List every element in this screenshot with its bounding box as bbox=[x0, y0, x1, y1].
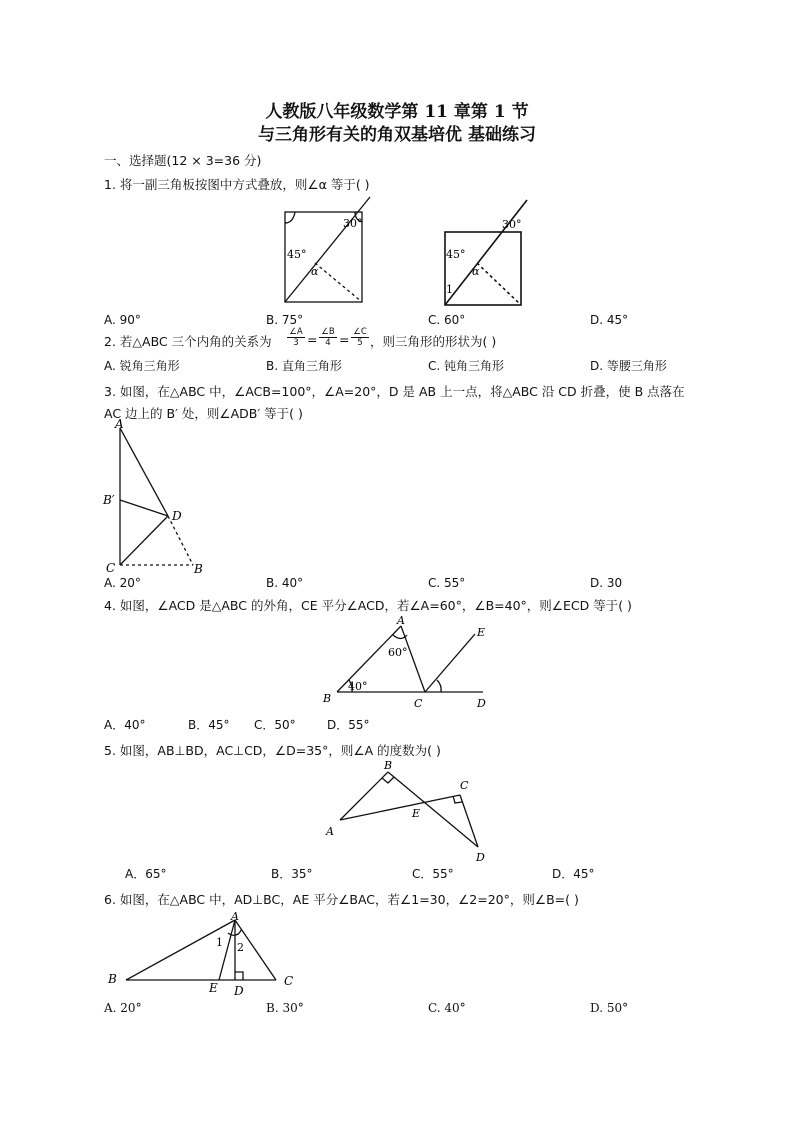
q3-label-D: D bbox=[172, 509, 182, 523]
q2-fraction-a bbox=[287, 327, 305, 348]
q1-label-45: 45° bbox=[287, 248, 307, 261]
q6-label-E: E bbox=[209, 981, 218, 995]
q3-label-B: B bbox=[194, 562, 203, 576]
q6-label-C: C bbox=[284, 974, 294, 988]
q6-angle-mark-2 bbox=[235, 930, 241, 935]
q4-label-B: B bbox=[323, 692, 332, 705]
page-title-line1: 人教版八年级数学第 11 章第 1 节 bbox=[265, 102, 529, 122]
q5-option-a[interactable]: A．65° bbox=[125, 867, 167, 881]
q1b-label-1: 1 bbox=[446, 283, 453, 296]
q6-right-angle-D bbox=[235, 972, 243, 980]
q4-label-C: C bbox=[414, 697, 423, 710]
q3-label-Bprime: B′ bbox=[103, 493, 115, 507]
q1-label-30: 30° bbox=[343, 217, 363, 230]
q5-right-angle-B bbox=[382, 777, 394, 783]
q3-label-A: A bbox=[115, 418, 124, 431]
q3-option-c[interactable]: C. 55° bbox=[428, 576, 466, 590]
q4-label-D: D bbox=[477, 697, 486, 710]
section-heading: 一、选择题(12 × 3=36 分) bbox=[104, 153, 262, 168]
q2-option-d[interactable]: D. 等腰三角形 bbox=[590, 359, 667, 373]
q4-option-a[interactable]: A．40° bbox=[104, 718, 146, 732]
q4-line-BA bbox=[337, 626, 401, 692]
q2-option-a[interactable]: A. 锐角三角形 bbox=[104, 359, 180, 373]
q2-equals-2: = bbox=[339, 332, 350, 347]
q6-stem: 6. 如图，在△ABC 中，AD⊥BC，AE 平分∠BAC，若∠1=30，∠2=20°，则∠B=( ) bbox=[104, 892, 579, 907]
q1-dashed-line bbox=[315, 263, 362, 302]
q2-stem-suffix: ，则三角形的形状为( ) bbox=[370, 334, 497, 349]
q5-label-A: A bbox=[326, 825, 334, 838]
q1-option-b[interactable]: B. 75° bbox=[266, 313, 304, 327]
q5-stem: 5. 如图，AB⊥BD，AC⊥CD，∠D=35°，则∠A 的度数为( ) bbox=[104, 743, 441, 758]
q4-label-E: E bbox=[477, 626, 486, 639]
q1-option-a[interactable]: A. 90° bbox=[104, 313, 141, 327]
q4-line-CE bbox=[425, 634, 475, 692]
q1-stem: 1. 将一副三角板按图中方式叠放，则∠α 等于( ) bbox=[104, 177, 370, 192]
q4-line-AC bbox=[401, 626, 425, 692]
q4-stem: 4. 如图，∠ACD 是△ABC 的外角，CE 平分∠ACD，若∠A=60°，∠B=40°，则∠ECD 等于( ) bbox=[104, 598, 632, 613]
q6-label-B: B bbox=[108, 972, 117, 986]
q1-label-alpha: α bbox=[311, 265, 319, 278]
q3-option-a[interactable]: A. 20° bbox=[104, 576, 141, 590]
q3-option-b[interactable]: B. 40° bbox=[266, 576, 304, 590]
q5-line-AB bbox=[340, 772, 388, 820]
q6-label-1: 1 bbox=[216, 936, 223, 949]
q3-label-C: C bbox=[106, 561, 116, 575]
q4-label-40: 40° bbox=[348, 680, 368, 693]
q1-figure-left bbox=[275, 195, 390, 310]
q2-fraction-c-den: 5 bbox=[351, 337, 369, 348]
q1b-label-alpha: α bbox=[472, 265, 480, 278]
q5-label-C: C bbox=[460, 779, 469, 792]
q2-fraction-b-den: 4 bbox=[319, 337, 337, 348]
q3-stem-line1: 3. 如图，在△ABC 中，∠ACB=100°，∠A=20°，D 是 AB 上一点，将△ABC 沿 CD 折叠，使 B 点落在 bbox=[104, 384, 685, 399]
q6-option-d[interactable]: D. 50° bbox=[590, 1001, 629, 1015]
q4-option-b[interactable]: B．45° bbox=[188, 718, 230, 732]
q2-stem-prefix: 2. 若△ABC 三个内角的关系为 bbox=[104, 334, 272, 349]
q3-stem-line2: AC 边上的 B′ 处，则∠ADB′ 等于( ) bbox=[104, 406, 303, 421]
q6-figure bbox=[104, 908, 304, 998]
q1b-label-30: 30° bbox=[502, 218, 522, 231]
q1-angle-mark-45 bbox=[285, 212, 295, 223]
q5-label-D: D bbox=[476, 851, 485, 864]
q6-label-D: D bbox=[234, 984, 244, 998]
q6-option-a[interactable]: A. 20° bbox=[104, 1001, 142, 1015]
q2-fraction-b-num: ∠B bbox=[321, 327, 335, 337]
q3-dashed-DB bbox=[168, 516, 193, 565]
q1b-dashed-line bbox=[477, 263, 521, 305]
q6-label-A: A bbox=[231, 910, 239, 923]
q4-angle-mark-C bbox=[437, 680, 441, 692]
q3-option-d[interactable]: D. 30 bbox=[590, 576, 623, 590]
q2-option-b[interactable]: B. 直角三角形 bbox=[266, 359, 342, 373]
q4-figure bbox=[315, 612, 500, 712]
q4-option-c[interactable]: C．50° bbox=[254, 718, 296, 732]
q1-option-c[interactable]: C. 60° bbox=[428, 313, 466, 327]
q2-fraction-a-den: 3 bbox=[287, 337, 305, 348]
q1b-label-45: 45° bbox=[446, 248, 466, 261]
q4-option-d[interactable]: D．55° bbox=[327, 718, 370, 732]
q6-line-AE bbox=[219, 920, 235, 980]
q1-figure-right bbox=[437, 195, 532, 310]
q6-option-b[interactable]: B. 30° bbox=[266, 1001, 304, 1015]
q6-label-2: 2 bbox=[237, 941, 244, 954]
q4-label-A: A bbox=[397, 614, 405, 627]
q6-line-BA bbox=[126, 920, 235, 980]
q5-label-B: B bbox=[384, 759, 393, 772]
q5-option-d[interactable]: D．45° bbox=[552, 867, 595, 881]
q2-equals-1: = bbox=[307, 332, 318, 347]
q3-line-CD bbox=[120, 516, 168, 565]
q5-figure bbox=[320, 755, 500, 865]
q5-option-b[interactable]: B．35° bbox=[271, 867, 313, 881]
q4-label-60: 60° bbox=[388, 646, 408, 659]
q5-option-c[interactable]: C．55° bbox=[412, 867, 454, 881]
q2-fraction-c-num: ∠C bbox=[353, 327, 367, 337]
q6-option-c[interactable]: C. 40° bbox=[428, 1001, 466, 1015]
q1-option-d[interactable]: D. 45° bbox=[590, 313, 629, 327]
q5-label-E: E bbox=[412, 807, 421, 820]
page-title-line2: 与三角形有关的角双基培优 基础练习 bbox=[258, 125, 536, 145]
q2-option-c[interactable]: C. 钝角三角形 bbox=[428, 359, 505, 373]
q2-fraction-c bbox=[351, 327, 369, 348]
q2-fraction-b bbox=[319, 327, 337, 348]
q3-figure bbox=[100, 418, 210, 576]
q2-fraction-a-num: ∠A bbox=[289, 327, 303, 337]
